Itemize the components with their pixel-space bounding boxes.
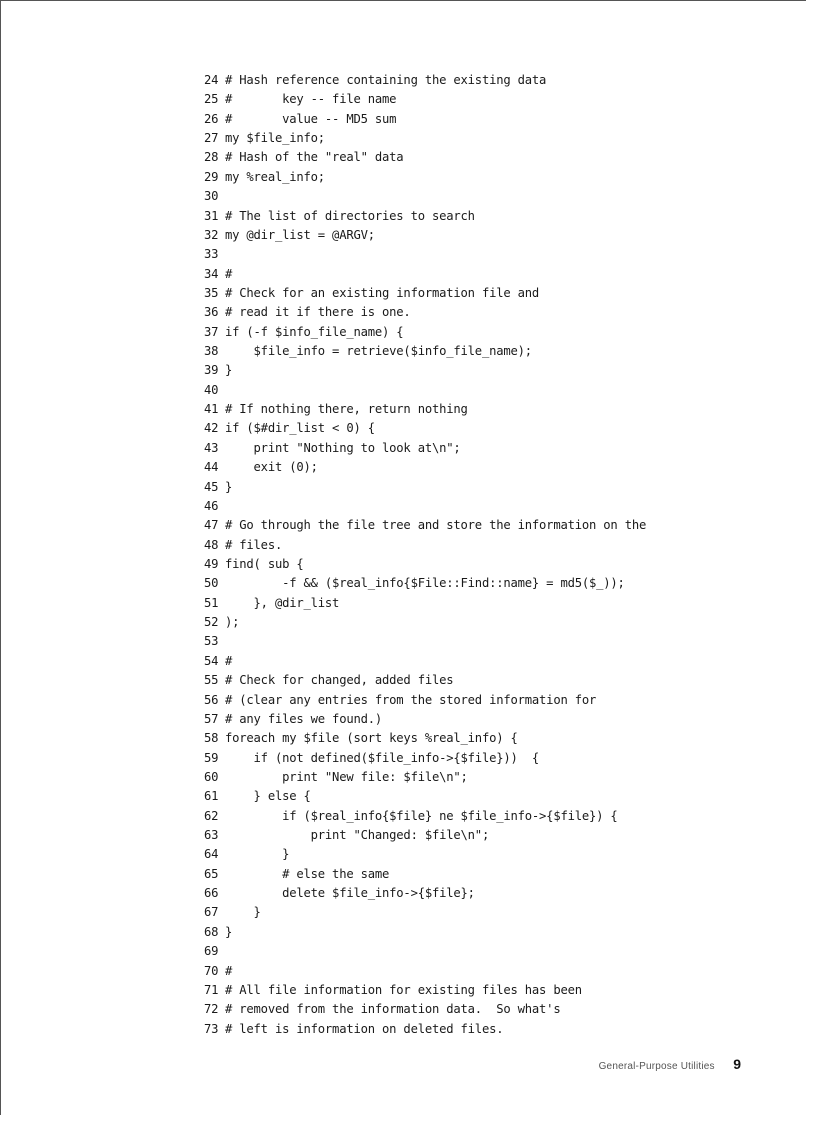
code-line [204, 981, 804, 1000]
code-text: if ($#dir_list < 0) { [225, 421, 375, 436]
line-number: 34 [204, 266, 219, 281]
code-text: # Hash of the "real" data [225, 150, 404, 165]
code-line [204, 942, 804, 961]
code-line [204, 652, 804, 671]
line-number: 26 [204, 111, 219, 126]
line-number: 52 [204, 615, 219, 630]
line-number: 63 [204, 828, 219, 843]
line-number: 49 [204, 556, 219, 571]
code-line [204, 671, 804, 690]
line-number: 44 [204, 460, 219, 475]
code-line [204, 381, 804, 400]
code-line [204, 323, 804, 342]
line-number: 43 [204, 440, 219, 455]
line-number: 32 [204, 227, 219, 242]
page-footer [599, 1056, 741, 1074]
code-line [204, 691, 804, 710]
code-text: foreach my $file (sort keys %real_info) { [225, 731, 518, 746]
code-line [204, 265, 804, 284]
code-text: # read it if there is one. [225, 305, 411, 320]
line-number: 24 [204, 73, 219, 87]
line-number: 38 [204, 344, 219, 359]
code-line [204, 768, 804, 787]
code-line [204, 419, 804, 438]
line-number: 47 [204, 518, 219, 533]
code-text: # [225, 653, 233, 668]
code-line [204, 187, 804, 206]
code-line [204, 826, 804, 845]
code-text: # Check for changed, added files [225, 673, 454, 688]
code-line [204, 90, 804, 109]
code-line [204, 613, 804, 632]
code-line [204, 400, 804, 419]
line-number: 58 [204, 731, 219, 746]
line-number: 55 [204, 673, 219, 688]
code-text: if ($real_info{$file} ne $file_info->{$file}) { [225, 808, 618, 823]
code-line [204, 923, 804, 942]
line-number: 48 [204, 537, 219, 552]
line-number: 45 [204, 479, 219, 494]
code-text: # key -- file name [225, 92, 397, 107]
code-text: # left is information on deleted files. [225, 1021, 504, 1036]
line-number: 71 [204, 982, 219, 997]
code-line [204, 1000, 804, 1019]
code-line [204, 342, 804, 361]
line-number: 40 [204, 382, 219, 397]
line-number: 60 [204, 769, 219, 784]
code-line [204, 536, 804, 555]
line-number: 31 [204, 208, 219, 223]
code-line [204, 807, 804, 826]
line-number: 28 [204, 150, 219, 165]
code-line [204, 574, 804, 593]
code-line [204, 478, 804, 497]
code-text: } [225, 905, 261, 920]
left-page-border [0, 0, 1, 1115]
code-line [204, 361, 804, 380]
code-text: # The list of directories to search [225, 208, 475, 223]
line-number: 37 [204, 324, 219, 339]
line-number: 62 [204, 808, 219, 823]
line-number: 61 [204, 789, 219, 804]
line-number: 59 [204, 750, 219, 765]
top-page-border [0, 0, 806, 1]
code-line [204, 439, 804, 458]
code-text: if (not defined($file_info->{$file})) { [225, 750, 540, 765]
code-line [204, 245, 804, 264]
line-number: 64 [204, 847, 219, 862]
code-line [204, 845, 804, 864]
code-text: # (clear any entries from the stored information for [225, 692, 597, 707]
code-text: } [225, 363, 233, 378]
code-text: # else the same [225, 866, 390, 881]
code-line [204, 1020, 804, 1039]
code-line [204, 710, 804, 729]
line-number: 54 [204, 653, 219, 668]
line-number: 42 [204, 421, 219, 436]
code-text: print "New file: $file\n"; [225, 769, 468, 784]
code-line [204, 71, 804, 90]
code-text: # files. [225, 537, 283, 552]
code-text: } [225, 924, 233, 939]
code-text: $file_info = retrieve($info_file_name); [225, 344, 532, 359]
code-text: # Hash reference containing the existing data [225, 73, 547, 87]
line-number: 72 [204, 1002, 219, 1017]
line-number: 41 [204, 402, 219, 417]
line-number: 36 [204, 305, 219, 320]
code-text: }, @dir_list [225, 595, 340, 610]
code-text: my %real_info; [225, 169, 325, 184]
code-text: if (-f $info_file_name) { [225, 324, 404, 339]
code-line [204, 632, 804, 651]
code-text: # value -- MD5 sum [225, 111, 397, 126]
code-line [204, 962, 804, 981]
code-line [204, 110, 804, 129]
code-text: # any files we found.) [225, 711, 383, 726]
line-number: 73 [204, 1021, 219, 1036]
line-number: 39 [204, 363, 219, 378]
code-listing [204, 71, 804, 1039]
line-number: 69 [204, 944, 219, 959]
code-text: ); [225, 615, 240, 630]
line-number: 27 [204, 131, 219, 146]
code-line [204, 284, 804, 303]
code-text: # Check for an existing information file and [225, 285, 540, 300]
line-number: 65 [204, 866, 219, 881]
code-text: exit (0); [225, 460, 318, 475]
line-number: 35 [204, 285, 219, 300]
line-number: 66 [204, 886, 219, 901]
code-line [204, 516, 804, 535]
page-number: 9 [733, 1056, 741, 1072]
code-line [204, 497, 804, 516]
code-line [204, 749, 804, 768]
code-text: # [225, 963, 233, 978]
code-text: -f && ($real_info{$File::Find::name} = md5($_)); [225, 576, 625, 591]
code-text: # removed from the information data. So what's [225, 1002, 561, 1017]
line-number: 56 [204, 692, 219, 707]
line-number: 53 [204, 634, 219, 649]
code-line [204, 148, 804, 167]
code-line [204, 129, 804, 148]
code-line [204, 594, 804, 613]
line-number: 46 [204, 498, 219, 513]
line-number: 67 [204, 905, 219, 920]
code-line [204, 903, 804, 922]
code-text: print "Nothing to look at\n"; [225, 440, 461, 455]
code-line [204, 458, 804, 477]
code-text: # If nothing there, return nothing [225, 402, 468, 417]
code-line [204, 207, 804, 226]
code-line [204, 884, 804, 903]
code-text: } [225, 479, 233, 494]
code-line [204, 303, 804, 322]
code-text: delete $file_info->{$file}; [225, 886, 475, 901]
line-number: 68 [204, 924, 219, 939]
code-text: # Go through the file tree and store the information on the [225, 518, 647, 533]
code-line [204, 226, 804, 245]
code-line [204, 729, 804, 748]
line-number: 30 [204, 189, 219, 204]
line-number: 57 [204, 711, 219, 726]
line-number: 51 [204, 595, 219, 610]
code-line [204, 787, 804, 806]
code-text: print "Changed: $file\n"; [225, 828, 490, 843]
line-number: 25 [204, 92, 219, 107]
code-text: } [225, 847, 290, 862]
code-text: # [225, 266, 233, 281]
code-text: my @dir_list = @ARGV; [225, 227, 375, 242]
line-number: 29 [204, 169, 219, 184]
line-number: 33 [204, 247, 219, 262]
code-line [204, 555, 804, 574]
code-text: find( sub { [225, 556, 304, 571]
code-line [204, 865, 804, 884]
line-number: 70 [204, 963, 219, 978]
code-text: # All file information for existing files has been [225, 982, 582, 997]
line-number: 50 [204, 576, 219, 591]
running-footer-title: General-Purpose Utilities [598, 1061, 715, 1072]
code-text: } else { [225, 789, 311, 804]
code-text: my $file_info; [225, 131, 325, 146]
code-line [204, 168, 804, 187]
